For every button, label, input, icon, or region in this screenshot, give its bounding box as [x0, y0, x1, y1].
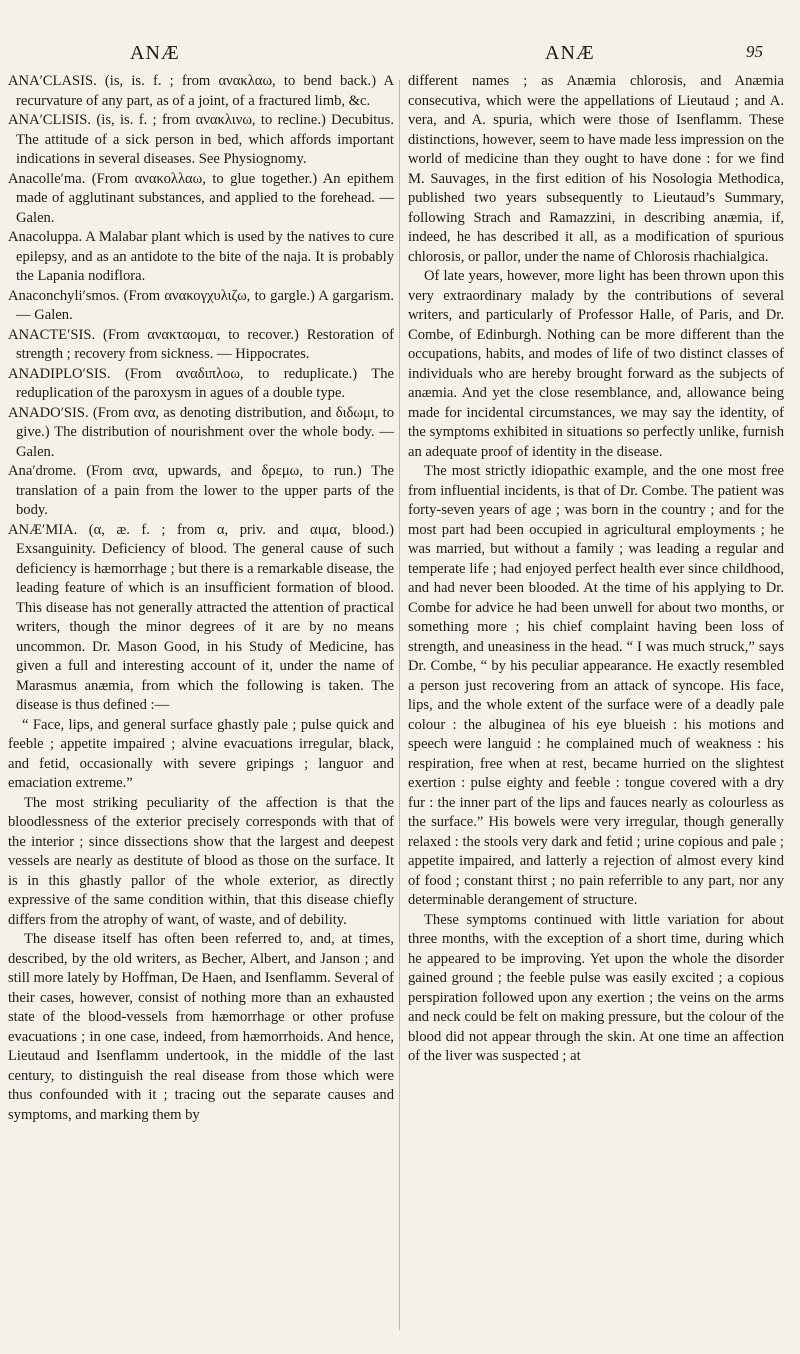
anaemia-definition-quote: “ Face, lips, and general surface ghastly pale ; pulse quick and feeble ; appetite impaired ; alvine evacuations irregular, black, and fetid, occasionally with severe gripings ; languor and emaciation extreme.” [8, 716, 394, 791]
entry-anaclisis: ANA′CLISIS. (is, is. f. ; from ανακλινω, to recline.) Decubitus. The attitude of a sick person in bed, which affords important indications in several diseases. See Physiognomy. [8, 112, 394, 167]
entry-anactesis: ANACTE′SIS. (From ανακταομαι, to recover.) Restoration of strength ; recovery from sickness. — Hippocrates. [8, 326, 394, 362]
left-column [8, 72, 394, 1348]
running-head-left: ANÆ [130, 42, 180, 64]
running-head-right: ANÆ [545, 42, 595, 64]
body-paragraph: The most striking peculiarity of the affection is that the bloodlessness of the exterior precisely corresponds with that of the interior ; since dissections show that the largest and deepest vessels are nearly as destitute of blood as those on the surface. It is in this ghastly pallor of the whole exterior, as directly expressive of the same condition within, that this disease chiefly differs from the atrophy of want, of waste, and of debility. [8, 794, 394, 928]
entry-anaconchylismos: Anaconchyli′smos. (From ανακογχυλιζω, to gargle.) A gargarism. — Galen. [8, 287, 394, 323]
body-paragraph: These symptoms continued with little variation for about three months, with the exception of a short time, during which he appeared to be improving. Yet upon the whole the disorder gained ground ; the feeble pulse was easily excited ; a copious perspiration followed upon any exertion ; the veins on the arms and neck could be felt on making pressure, but the colour of the blood did not appear through the skin. At one time an affection of the liver was suspected ; at [408, 911, 784, 1064]
entry-anacollema: Anacolle′ma. (From ανακολλαω, to glue together.) An epithem made of agglutinant substances, and applied to the forehead. — Galen. [8, 170, 394, 226]
entry-anacoluppa: Anacoluppa. A Malabar plant which is used by the natives to cure epilepsy, and as an antidote to the bite of the naja. It is probably the Lapania nodiflora. [8, 229, 394, 284]
entry-anaclasis: ANA′CLASIS. (is, is. f. ; from ανακλαω, to bend back.) A recurvature of any part, as of a joint, of a fractured limb, &c. [8, 73, 394, 109]
entry-anadrome: Ana′drome. (From ανα, upwards, and δρεμω, to run.) The translation of a pain from the lower to the upper parts of the body. [8, 463, 394, 518]
body-paragraph: The disease itself has often been referred to, and, at times, described, by the old writers, as Becher, Albert, and Janson ; and still more lately by Hoffman, De Haen, and Isenflamm. Several of their cases, however, consist of nothing more than an exhausted state of the blood-vessels from hæmorrhage or other profuse evacuations ; in one case, indeed, from hæmorrhoids. And hence, Lieutaud and Isenflamm undertook, in the middle of the last century, to distinguish the real disease from those which were thus confounded with it ; tracing out the separate causes and symptoms, and marking them by [8, 931, 394, 1123]
entry-anadiplosis: ANADIPLO′SIS. (From αναδιπλοω, to reduplicate.) The reduplication of the paroxysm in agues of a double type. [8, 365, 394, 401]
entry-anadosis: ANADO′SIS. (From ανα, as denoting distribution, and διδωμι, to give.) The distribution of nourishment over the whole body. — Galen. [8, 404, 394, 460]
page-number: 95 [746, 42, 763, 61]
body-paragraph: The most strictly idiopathic example, and the one most free from influential incidents, is that of Dr. Combe. The patient was forty-seven years of age ; was born in the country ; and for the most part had been occupied in agricultural employments ; he was married, but without a family ; was leading a regular and temperate life ; had enjoyed perfect health ever since childhood, and had never been blooded. At the time of his applying to Dr. Combe for advice he had been unwell for about two months, or something more ; his chief complaint having been loss of strength, and uneasiness in the head. “ I was much struck,” says Dr. Combe, “ by his peculiar appearance. He exactly resembled a person just recovering from an attack of syncope. His face, lips, and the whole extent of the surface were of a deadly pale colour : the albuginea of his eye blueish : his motions and speech were languid : he complained much of weakness : his respiration, free when at rest, became hurried on the slightest exertion : pulse eighty and feeble : tongue covered with a dry fur : the inner part of the lips and fauces nearly as colourless as the surface.” His bowels were very irregular, though generally relaxed : the stools very dark and fetid ; urine copious and pale ; appetite impaired, and latterly a rejection of almost every kind of food ; constant thirst ; no pain referrible to any part, nor any determinable derangement of structure. [408, 463, 784, 908]
body-paragraph-continued: different names ; as Anæmia chlorosis, and Anæmia consecutiva, which were the appellations of Lieutaud ; and A. vera, and A. spuria, which were those of Isenflamm. These distinctions, however, seem to have made less impression on the world of medicine than they ought to have done : for we find M. Sauvages, in the first edition of his Nosologia Methodica, published two years subsequently to Lieutaud’s Summary, following Strach and Ramazzini, in describing anæmia, if, indeed, he has described it all, as a modification of spurious chlorosis, or pallor, under the name of Chlorosis rhachialgica. [408, 73, 784, 265]
body-paragraph: Of late years, however, more light has been thrown upon this very extraordinary malady by the contributions of several writers, and particularly of Professor Halle, of Paris, and Dr. Combe, of Edinburgh. Nothing can be more different than the occupations, habits, and modes of life of two distinct classes of individuals who are hereby brought forward as the subjects of anæmia. And yet the close resemblance, and, allowance being made for incidental circumstances, we may say the identity, of the symptoms exhibited in situations so perfectly unlike, furnish an adequate proof of identity in the disease. [408, 268, 784, 460]
page-header [0, 42, 800, 68]
entry-anaemia: ANÆ′MIA. (α, æ. f. ; from α, priv. and αιμα, blood.) Exsanguinity. Deficiency of blood. The general cause of such deficiency is hæmorrhage ; but there is a remarkable disease, the leading feature of which is an insufficient formation of blood. This disease has not generally attracted the attention of practical writers, though the minor degrees of it are by no means uncommon. Dr. Mason Good, in his Study of Medicine, has given a full and interesting account of it, under the name of Marasmus anæmia, from which the following is taken. The disease is thus defined :— [8, 521, 394, 713]
right-column [408, 72, 784, 1348]
column-divider [399, 80, 400, 1330]
